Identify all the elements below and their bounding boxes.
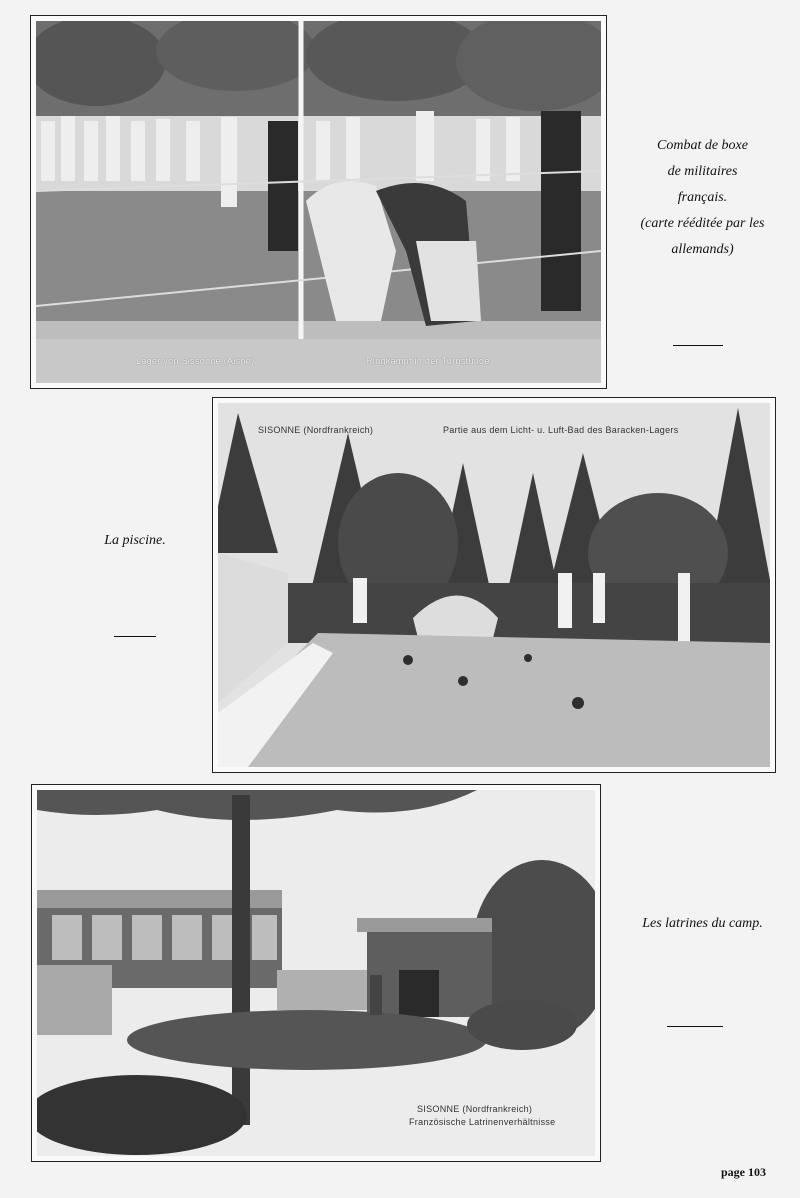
boxing-note-line-1: Combat de boxe [657, 138, 748, 153]
photo-boxing-image [36, 21, 601, 383]
boxing-note-line-3: français. [677, 190, 728, 205]
photo-pool [212, 397, 776, 773]
pool-illustration [218, 403, 770, 767]
photo-latrines [31, 784, 601, 1162]
boxing-note-line-4: (carte rééditée par les [640, 216, 765, 231]
pool-caption-left: SISONNE (Nordfrankreich) [258, 425, 374, 435]
photo-pool-image [218, 403, 770, 767]
pool-caption-right: Partie aus dem Licht- u. Luft-Bad des Baracken-Lagers [443, 425, 679, 435]
boxing-caption-right: Ringkampf in der Turnstunde [366, 356, 490, 366]
latrines-note: Les latrines du camp. [642, 916, 763, 931]
latrines-caption-line-1: SISONNE (Nordfrankreich) [417, 1104, 533, 1114]
boxing-note-line-2: de militaires [667, 164, 738, 179]
latrines-caption-line-2: Französische Latrinenverhältnisse [409, 1117, 556, 1127]
boxing-caption-left: Lager von Sissonne (Aisne) [136, 356, 255, 366]
latrines-illustration [37, 790, 595, 1156]
latrines-divider [667, 1026, 723, 1027]
boxing-note [615, 133, 790, 263]
photo-boxing-match [30, 15, 607, 389]
boxing-note-line-5: allemands) [671, 242, 734, 257]
boxing-divider [673, 345, 723, 346]
photo-latrines-image [37, 790, 595, 1156]
page-number: page 103 [721, 1165, 766, 1179]
boxing-illustration [36, 21, 601, 383]
pool-note: La piscine. [104, 533, 166, 548]
pool-divider [114, 636, 156, 637]
